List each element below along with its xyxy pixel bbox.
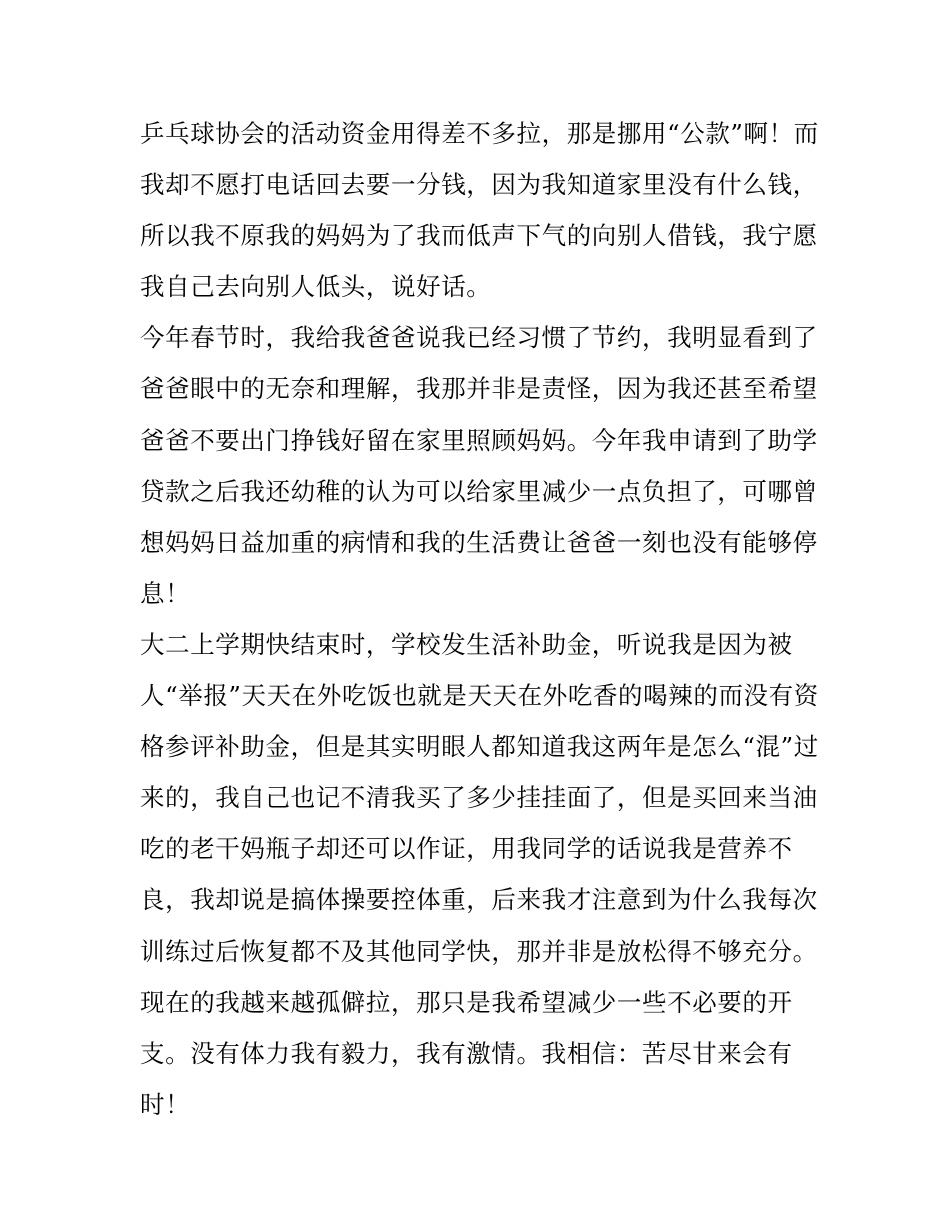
text-line: 大二上学期快结束时，学校发生活补助金，听说我是因为被 — [140, 629, 793, 659]
text-line: 现在的我越来越孤僻拉，那只是我希望减少一些不必要的开 — [140, 987, 793, 1017]
text-line: 良，我却说是搞体操要控体重，后来我才注意到为什么我每次 — [140, 885, 818, 915]
text-line: 我自己去向别人低头，说好话。 — [140, 272, 492, 302]
text-line: 支。没有体力我有毅力，我有激情。我相信：苦尽甘来会有 — [140, 1038, 793, 1068]
text-line: 今年春节时，我给我爸爸说我已经习惯了节约，我明显看到了 — [140, 323, 818, 353]
text-line: 爸爸眼中的无奈和理解，我那并非是责怪，因为我还甚至希望 — [140, 374, 818, 404]
text-line: 时！ — [140, 1089, 191, 1119]
text-line: 来的，我自己也记不清我买了多少挂挂面了，但是买回来当油 — [140, 783, 818, 813]
text-line: 所以我不原我的妈妈为了我而低声下气的向别人借钱，我宁愿 — [140, 221, 818, 251]
text-line: 贷款之后我还幼稚的认为可以给家里减少一点负担了，可哪曾 — [140, 476, 818, 506]
text-line: 息！ — [140, 578, 191, 608]
text-line: 吃的老干妈瓶子却还可以作证，用我同学的话说我是营养不 — [140, 834, 793, 864]
text-line: 爸爸不要出门挣钱好留在家里照顾妈妈。今年我申请到了助学 — [140, 425, 818, 455]
text-line: 想妈妈日益加重的病情和我的生活费让爸爸一刻也没有能够停 — [140, 527, 818, 557]
text-line: 格参评补助金，但是其实明眼人都知道我这两年是怎么“混”过 — [140, 732, 819, 762]
text-line: 乒乓球协会的活动资金用得差不多拉，那是挪用“公款”啊！而 — [140, 119, 819, 148]
text-line: 训练过后恢复都不及其他同学快，那并非是放松得不够充分。 — [140, 936, 818, 966]
text-line: 人“举报”天天在外吃饭也就是天天在外吃香的喝辣的而没有资 — [140, 681, 819, 711]
text-line: 我却不愿打电话回去要一分钱，因为我知道家里没有什么钱， — [140, 170, 818, 200]
body-text — [140, 108, 820, 1130]
